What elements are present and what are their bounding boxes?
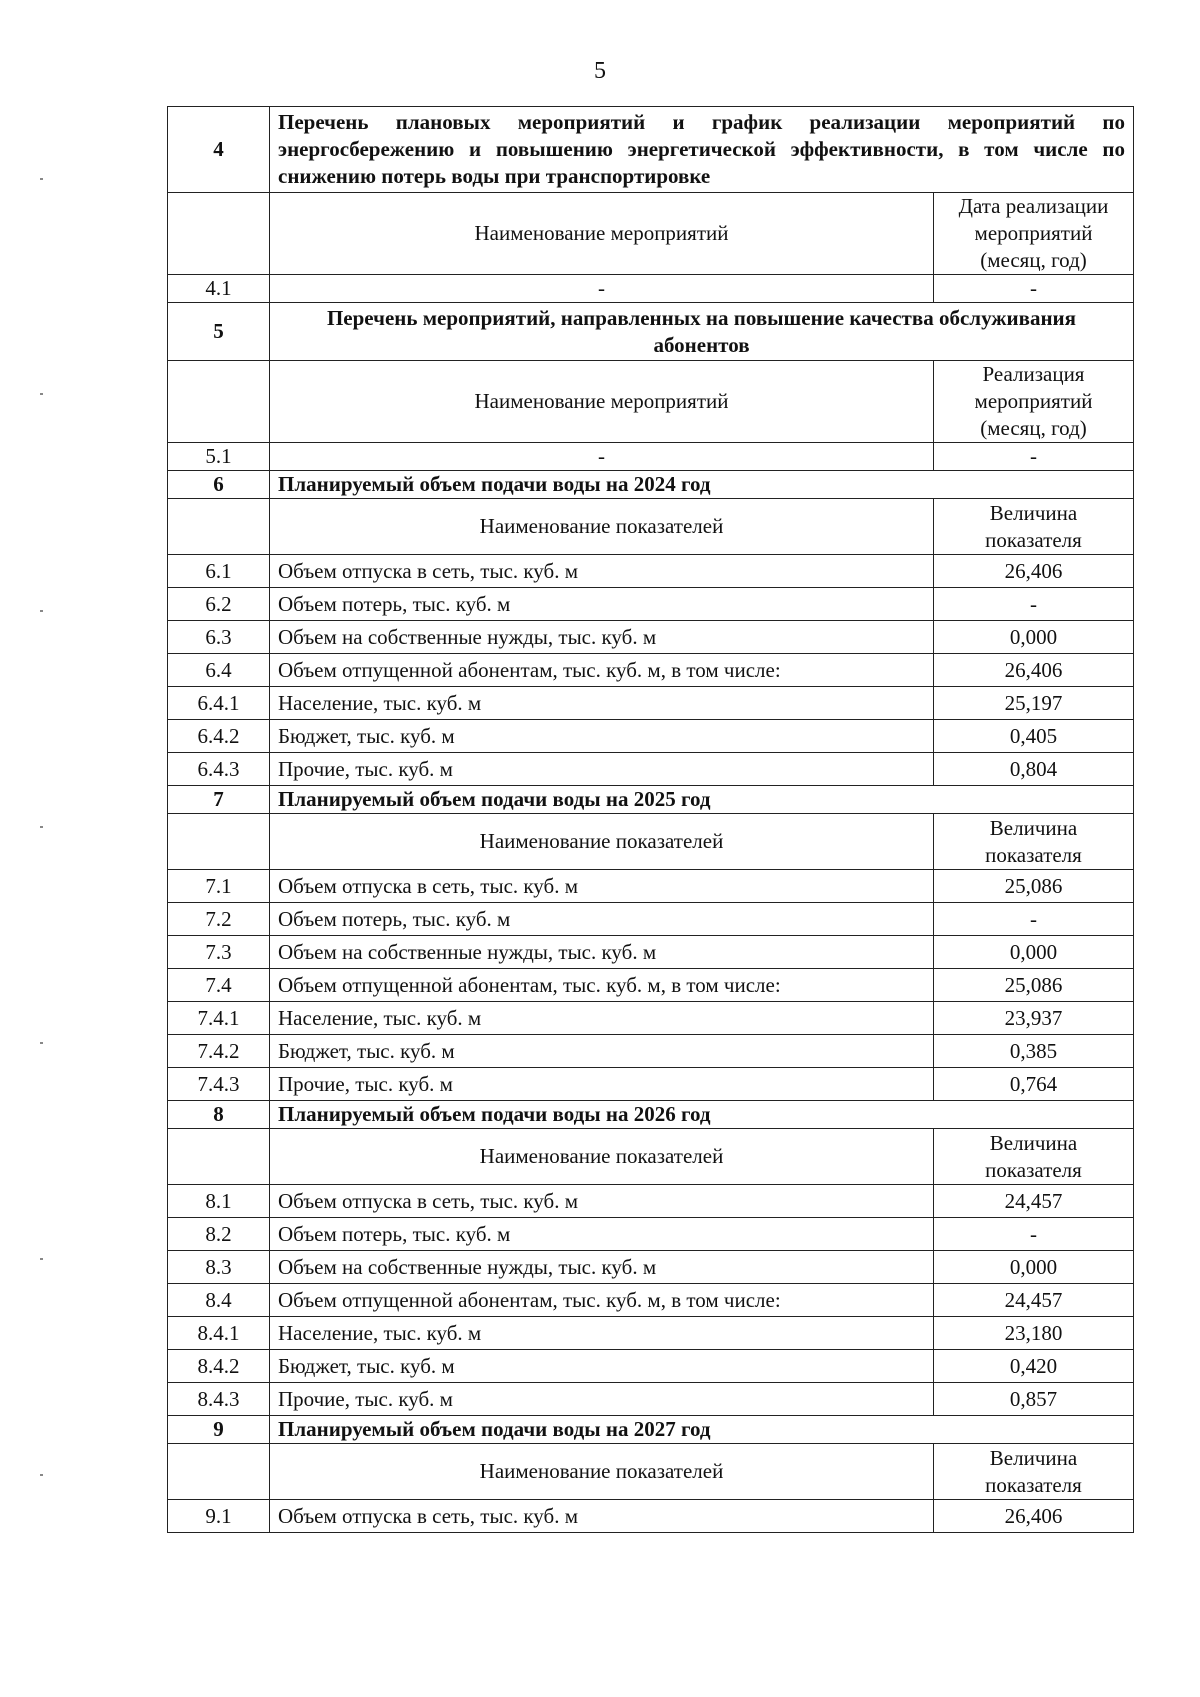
table-row [168, 654, 1134, 687]
table-row [168, 1218, 1134, 1251]
row-value: - [934, 443, 1134, 471]
column-header-value: Дата реализации мероприятий (месяц, год) [934, 193, 1134, 275]
row-name: Бюджет, тыс. куб. м [270, 1035, 934, 1068]
row-value: 0,804 [934, 753, 1134, 786]
row-number: 8.2 [168, 1218, 270, 1251]
table-row [168, 753, 1134, 786]
row-number: 6.2 [168, 588, 270, 621]
empty-cell [168, 361, 270, 443]
column-header-name: Наименование мероприятий [270, 193, 934, 275]
table-row [168, 1500, 1134, 1533]
section-title: Планируемый объем подачи воды на 2027 год [270, 1416, 1134, 1444]
column-header-row [168, 814, 1134, 870]
row-value: 0,857 [934, 1383, 1134, 1416]
table-row [168, 720, 1134, 753]
row-name: Объем на собственные нужды, тыс. куб. м [270, 621, 934, 654]
row-number: 6.4.2 [168, 720, 270, 753]
table-row [168, 555, 1134, 588]
table-row [168, 588, 1134, 621]
table-row [168, 1284, 1134, 1317]
table-row [168, 275, 1134, 303]
empty-cell [168, 499, 270, 555]
row-name: Объем отпущенной абонентам, тыс. куб. м, в том числе: [270, 654, 934, 687]
section-number: 6 [168, 471, 270, 499]
table-row [168, 870, 1134, 903]
row-number: 8.4.3 [168, 1383, 270, 1416]
section-title: Перечень плановых мероприятий и график реализации мероприятий по энергосбережению и повышению энергетической эффективности, в том числе по снижению потерь воды при транспортировке [270, 107, 1134, 193]
row-number: 7.3 [168, 936, 270, 969]
column-header-name: Наименование показателей [270, 1129, 934, 1185]
row-number: 8.4.2 [168, 1350, 270, 1383]
table-row [168, 687, 1134, 720]
row-value: - [934, 903, 1134, 936]
table-row [168, 936, 1134, 969]
row-number: 7.4 [168, 969, 270, 1002]
empty-cell [168, 1444, 270, 1500]
table-row [168, 1350, 1134, 1383]
row-number: 6.4.1 [168, 687, 270, 720]
row-value: 25,197 [934, 687, 1134, 720]
row-value: 24,457 [934, 1284, 1134, 1317]
row-number: 4.1 [168, 275, 270, 303]
table-row [168, 443, 1134, 471]
column-header-name: Наименование показателей [270, 814, 934, 870]
row-name: Прочие, тыс. куб. м [270, 753, 934, 786]
column-header-name: Наименование мероприятий [270, 361, 934, 443]
table-row [168, 1317, 1134, 1350]
section-title: Планируемый объем подачи воды на 2025 год [270, 786, 1134, 814]
table-row [168, 1002, 1134, 1035]
table-row [168, 1068, 1134, 1101]
table-row [168, 1383, 1134, 1416]
row-name: Объем отпуска в сеть, тыс. куб. м [270, 555, 934, 588]
row-number: 7.1 [168, 870, 270, 903]
empty-cell [168, 814, 270, 870]
column-header-value: Величина показателя [934, 1129, 1134, 1185]
row-value: 23,937 [934, 1002, 1134, 1035]
row-number: 6.4.3 [168, 753, 270, 786]
section-number: 8 [168, 1101, 270, 1129]
row-name: Объем отпущенной абонентам, тыс. куб. м, в том числе: [270, 1284, 934, 1317]
row-value: - [934, 275, 1134, 303]
column-header-name: Наименование показателей [270, 1444, 934, 1500]
row-value: 0,000 [934, 1251, 1134, 1284]
section-header-row [168, 1101, 1134, 1129]
table-row [168, 903, 1134, 936]
section-header-row [168, 786, 1134, 814]
table-row [168, 1185, 1134, 1218]
row-name: Объем на собственные нужды, тыс. куб. м [270, 936, 934, 969]
row-name: Объем отпущенной абонентам, тыс. куб. м, в том числе: [270, 969, 934, 1002]
row-value: 26,406 [934, 654, 1134, 687]
page-number: 5 [594, 58, 606, 84]
table-row [168, 621, 1134, 654]
row-number: 7.4.3 [168, 1068, 270, 1101]
row-value: - [934, 1218, 1134, 1251]
row-name: Объем на собственные нужды, тыс. куб. м [270, 1251, 934, 1284]
row-name: Объем отпуска в сеть, тыс. куб. м [270, 870, 934, 903]
row-name: Объем потерь, тыс. куб. м [270, 1218, 934, 1251]
row-name: Бюджет, тыс. куб. м [270, 1350, 934, 1383]
row-value: 26,406 [934, 555, 1134, 588]
section-header-row [168, 107, 1134, 193]
column-header-value: Величина показателя [934, 1444, 1134, 1500]
row-name: Бюджет, тыс. куб. м [270, 720, 934, 753]
row-name: Население, тыс. куб. м [270, 1317, 934, 1350]
column-header-value: Величина показателя [934, 814, 1134, 870]
row-value: 0,385 [934, 1035, 1134, 1068]
empty-cell [168, 193, 270, 275]
section-number: 9 [168, 1416, 270, 1444]
column-header-row [168, 361, 1134, 443]
section-number: 5 [168, 303, 270, 361]
section-title: Перечень мероприятий, направленных на повышение качества обслуживания абонентов [270, 303, 1134, 361]
row-value: 23,180 [934, 1317, 1134, 1350]
column-header-row [168, 1444, 1134, 1500]
row-name: - [270, 275, 934, 303]
row-value: 25,086 [934, 969, 1134, 1002]
row-name: Население, тыс. куб. м [270, 687, 934, 720]
row-number: 9.1 [168, 1500, 270, 1533]
row-number: 8.4 [168, 1284, 270, 1317]
row-value: 0,764 [934, 1068, 1134, 1101]
table-row [168, 1251, 1134, 1284]
row-number: 8.4.1 [168, 1317, 270, 1350]
row-number: 6.1 [168, 555, 270, 588]
section-title: Планируемый объем подачи воды на 2026 год [270, 1101, 1134, 1129]
row-number: 6.4 [168, 654, 270, 687]
row-number: 6.3 [168, 621, 270, 654]
section-number: 4 [168, 107, 270, 193]
column-header-row [168, 193, 1134, 275]
row-value: 0,405 [934, 720, 1134, 753]
row-value: 25,086 [934, 870, 1134, 903]
column-header-row [168, 1129, 1134, 1185]
row-value: 0,420 [934, 1350, 1134, 1383]
plan-table [167, 106, 1134, 1533]
row-value: 0,000 [934, 621, 1134, 654]
row-number: 8.1 [168, 1185, 270, 1218]
section-header-row [168, 471, 1134, 499]
row-value: 0,000 [934, 936, 1134, 969]
section-title: Планируемый объем подачи воды на 2024 год [270, 471, 1134, 499]
section-number: 7 [168, 786, 270, 814]
row-number: 7.4.2 [168, 1035, 270, 1068]
row-value: 26,406 [934, 1500, 1134, 1533]
empty-cell [168, 1129, 270, 1185]
row-number: 7.4.1 [168, 1002, 270, 1035]
row-name: Объем отпуска в сеть, тыс. куб. м [270, 1185, 934, 1218]
table-row [168, 969, 1134, 1002]
column-header-name: Наименование показателей [270, 499, 934, 555]
table-row [168, 1035, 1134, 1068]
row-value: - [934, 588, 1134, 621]
row-name: Прочие, тыс. куб. м [270, 1383, 934, 1416]
row-value: 24,457 [934, 1185, 1134, 1218]
row-number: 7.2 [168, 903, 270, 936]
column-header-value: Величина показателя [934, 499, 1134, 555]
row-number: 8.3 [168, 1251, 270, 1284]
row-number: 5.1 [168, 443, 270, 471]
row-name: - [270, 443, 934, 471]
row-name: Объем потерь, тыс. куб. м [270, 588, 934, 621]
section-header-row [168, 1416, 1134, 1444]
row-name: Население, тыс. куб. м [270, 1002, 934, 1035]
row-name: Прочие, тыс. куб. м [270, 1068, 934, 1101]
row-name: Объем отпуска в сеть, тыс. куб. м [270, 1500, 934, 1533]
row-name: Объем потерь, тыс. куб. м [270, 903, 934, 936]
column-header-row [168, 499, 1134, 555]
column-header-value: Реализация мероприятий (месяц, год) [934, 361, 1134, 443]
section-header-row [168, 303, 1134, 361]
